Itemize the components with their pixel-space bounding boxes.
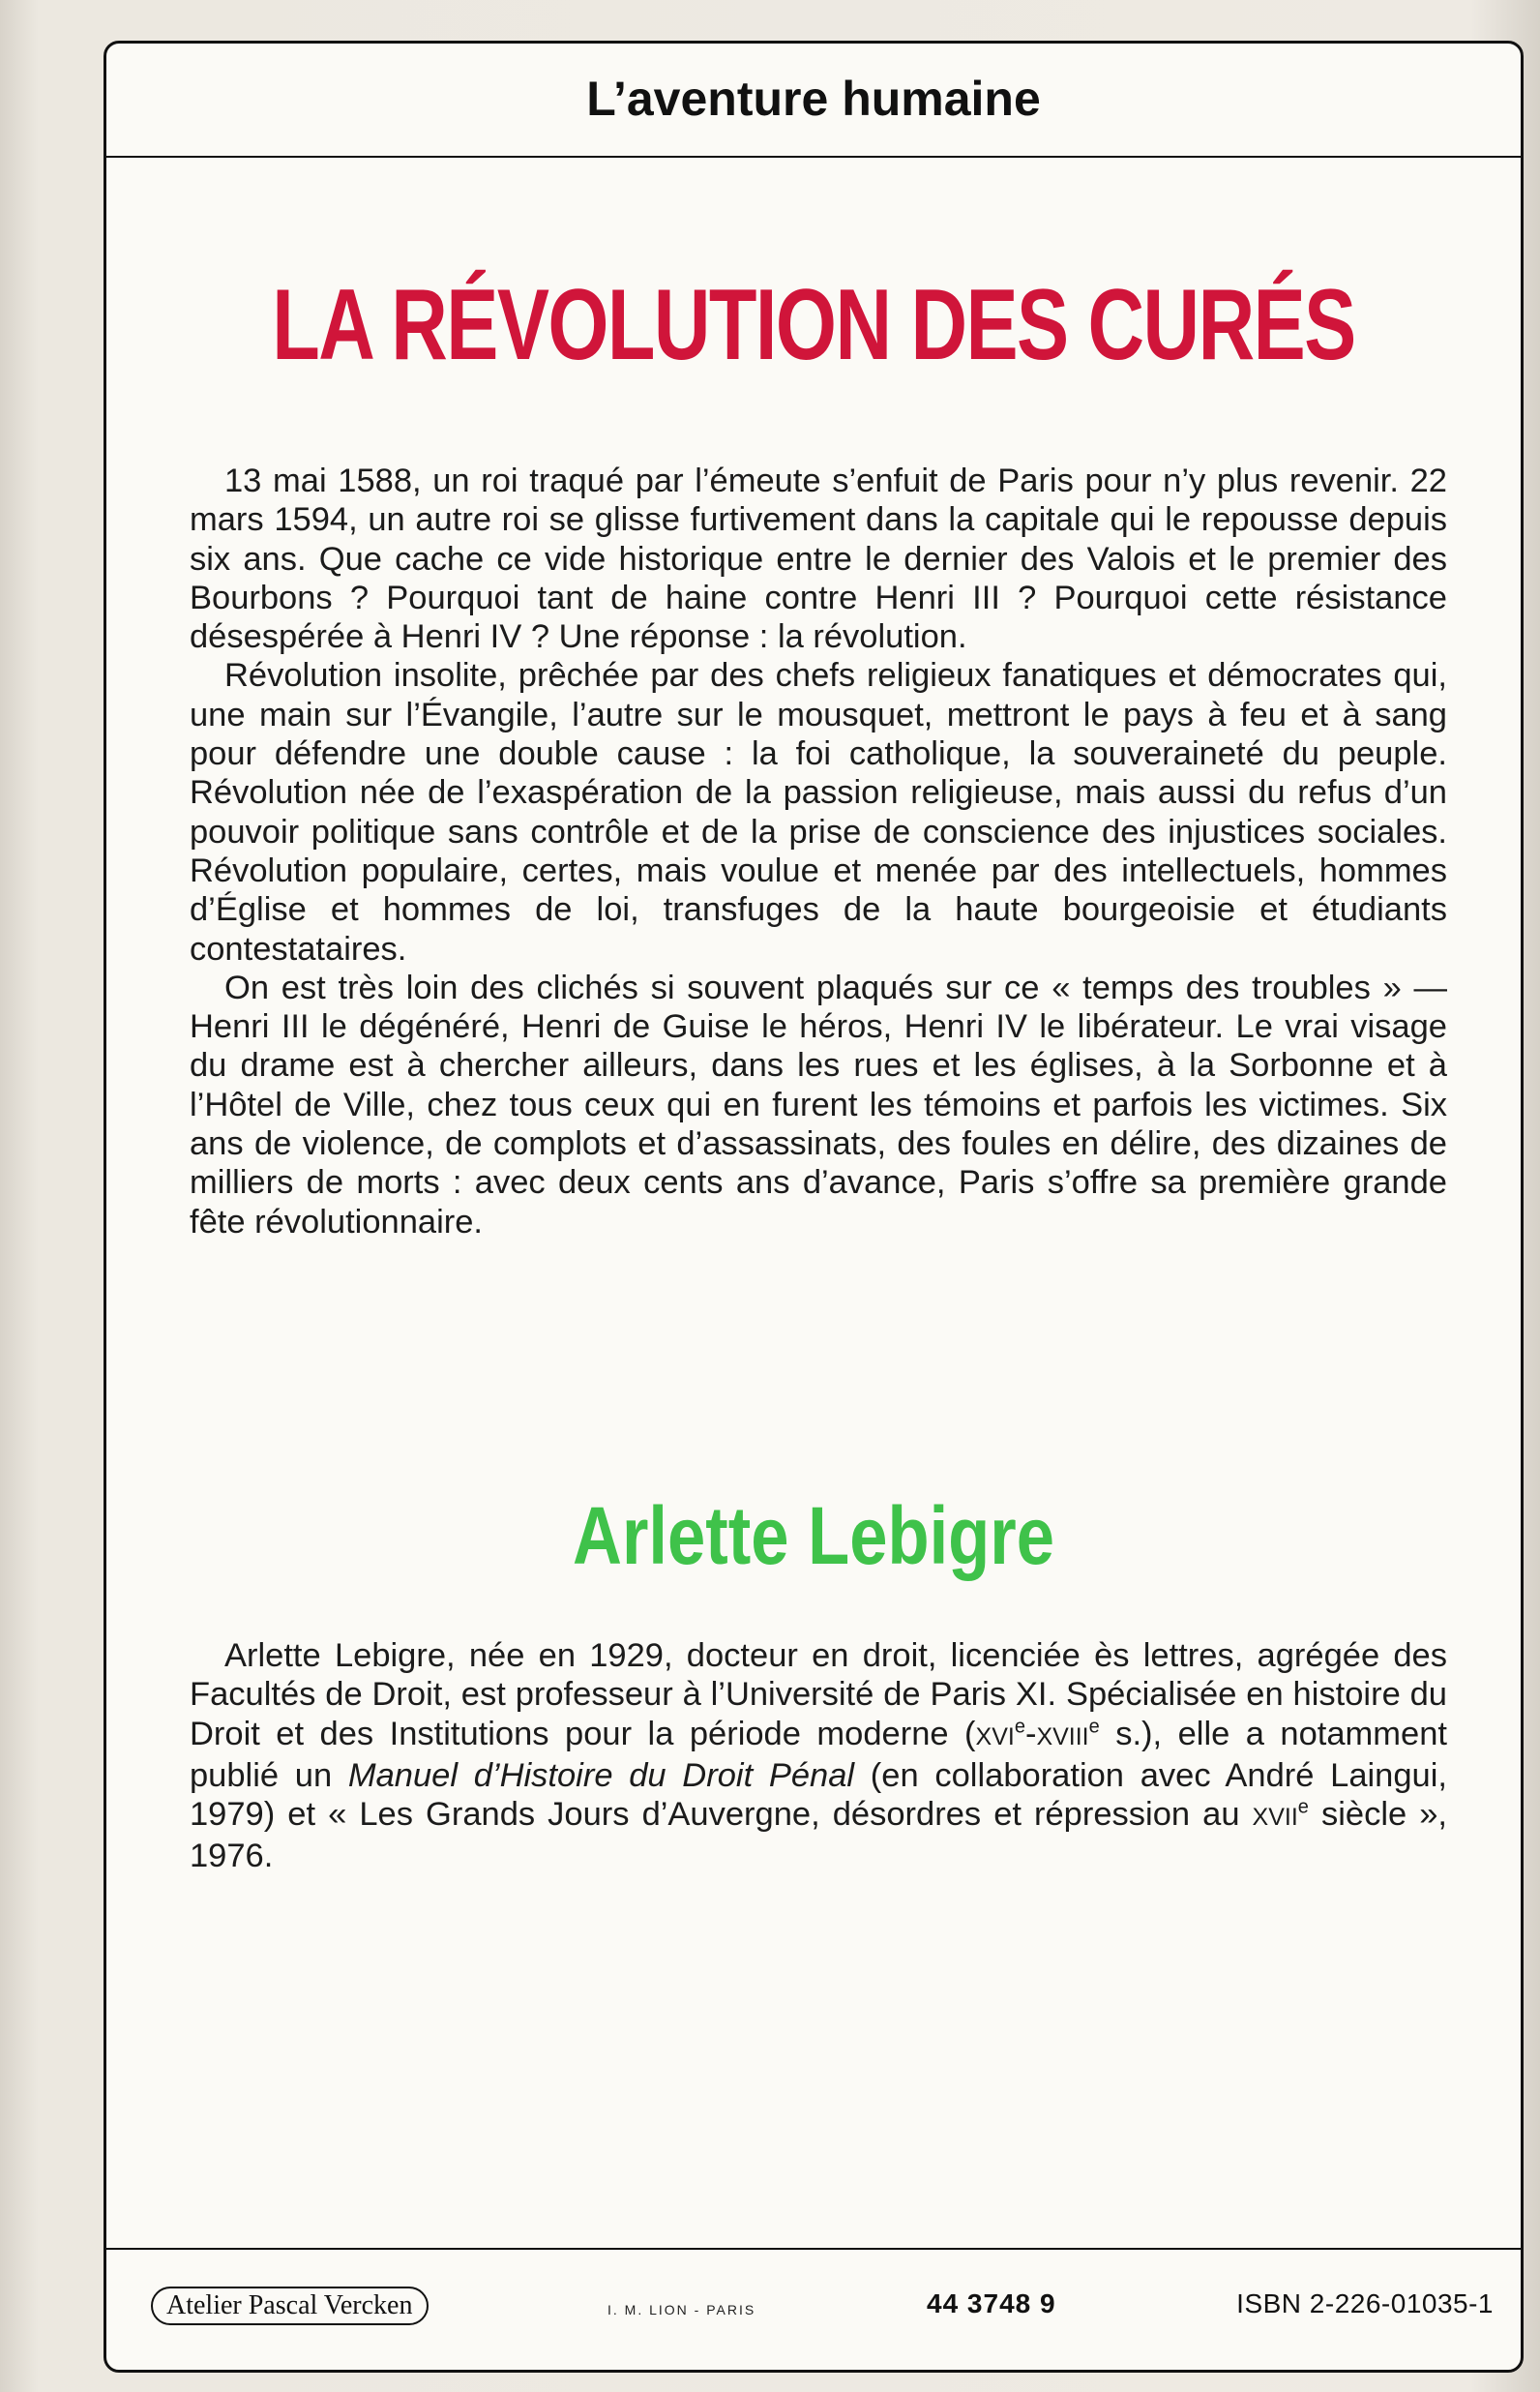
series-name: L’aventure humaine [586, 72, 1041, 126]
century-numeral: XVII [1252, 1804, 1298, 1832]
bio-paragraph [190, 1636, 1447, 1876]
series-header [106, 44, 1521, 158]
book-summary [190, 462, 1447, 1241]
bio-text: siècle », 1976. [190, 1796, 1447, 1875]
bio-text: Arlette Lebigre, née en 1929, docteur en droit, licenciée ès lettres, agrégée des Facultés de Droit, est professeur à l’Université de Paris XI. Spécialisée en histoire du Droit et des Institutions pour la période moderne ( [190, 1637, 1447, 1752]
book-reference: Manuel d’Histoire du Droit Pénal [347, 1756, 855, 1794]
catalog-code: 44 3748 9 [927, 2288, 1056, 2318]
designer-credit: Atelier Pascal Vercken [151, 2287, 429, 2325]
footer-band [106, 2248, 1521, 2370]
summary-paragraph: Révolution insolite, prêchée par des chefs religieux fanatiques et démocrates qui, une main sur l’Évangile, l’autre sur le mousquet, mettront le pays à feu et à sang pour défendre une double cause : la foi catholique, la souveraineté du peuple. Révolution née de l’exaspération de la passion religieuse, mais aussi du refus d’un pouvoir politique sans contrôle et de la prise de conscience des injustices sociales. Révolution populaire, certes, mais voulue et menée par des intellectuels, hommes d’Église et hommes de loi, transfuges de la haute bourgeoisie et étudiants contestataires. [190, 657, 1447, 968]
bio-text: s.), elle a notamment publié un [190, 1715, 1447, 1794]
superscript: e [1088, 1716, 1100, 1738]
author-bio [190, 1636, 1447, 1876]
century-numeral: XVIII [1036, 1722, 1089, 1750]
summary-paragraph: On est très loin des clichés si souvent plaqués sur ce « temps des troubles » — Henri III le dégénéré, Henri de Guise le héros, Henri IV le libérateur. Le vrai visage du drame est à chercher ailleurs, dans les rues et les églises, à la Sorbonne et à l’Hôtel de Ville, chez tous ceux qui en furent les témoins et parfois les victimes. Six ans de violence, de complots et d’assassinats, des foules en délire, des dizaines de milliers de morts : avec deux cents ans d’avance, Paris s’offre sa première grande fête révolutionnaire. [190, 969, 1447, 1241]
superscript: e [1297, 1796, 1309, 1818]
cover-panel [104, 41, 1524, 2373]
century-numeral: XVI [975, 1722, 1015, 1750]
dash: - [1024, 1715, 1037, 1752]
author-name: Arlette Lebigre [573, 1490, 1054, 1581]
isbn-number: ISBN 2-226-01035-1 [1236, 2288, 1494, 2318]
bio-text: (en collaboration avec André Laingui, 1979) et « Les Grands Jours d’Auvergne, désordres et répression au [190, 1756, 1447, 1834]
book-title: LA RÉVOLUTION DES CURÉS [272, 269, 1355, 381]
superscript: e [1014, 1716, 1025, 1738]
summary-paragraph: 13 mai 1588, un roi traqué par l’émeute s’enfuit de Paris pour n’y plus revenir. 22 mars 1594, un autre roi se glisse furtivement dans la capitale qui le repousse depuis six ans. Que cache ce vide historique entre le dernier des Valois et le premier des Bourbons ? Pourquoi tant de haine contre Henri III ? Pourquoi cette résistance désespérée à Henri IV ? Une réponse : la révolution. [190, 463, 1447, 656]
printer-credit: I. M. LION - PARIS [607, 2302, 756, 2317]
